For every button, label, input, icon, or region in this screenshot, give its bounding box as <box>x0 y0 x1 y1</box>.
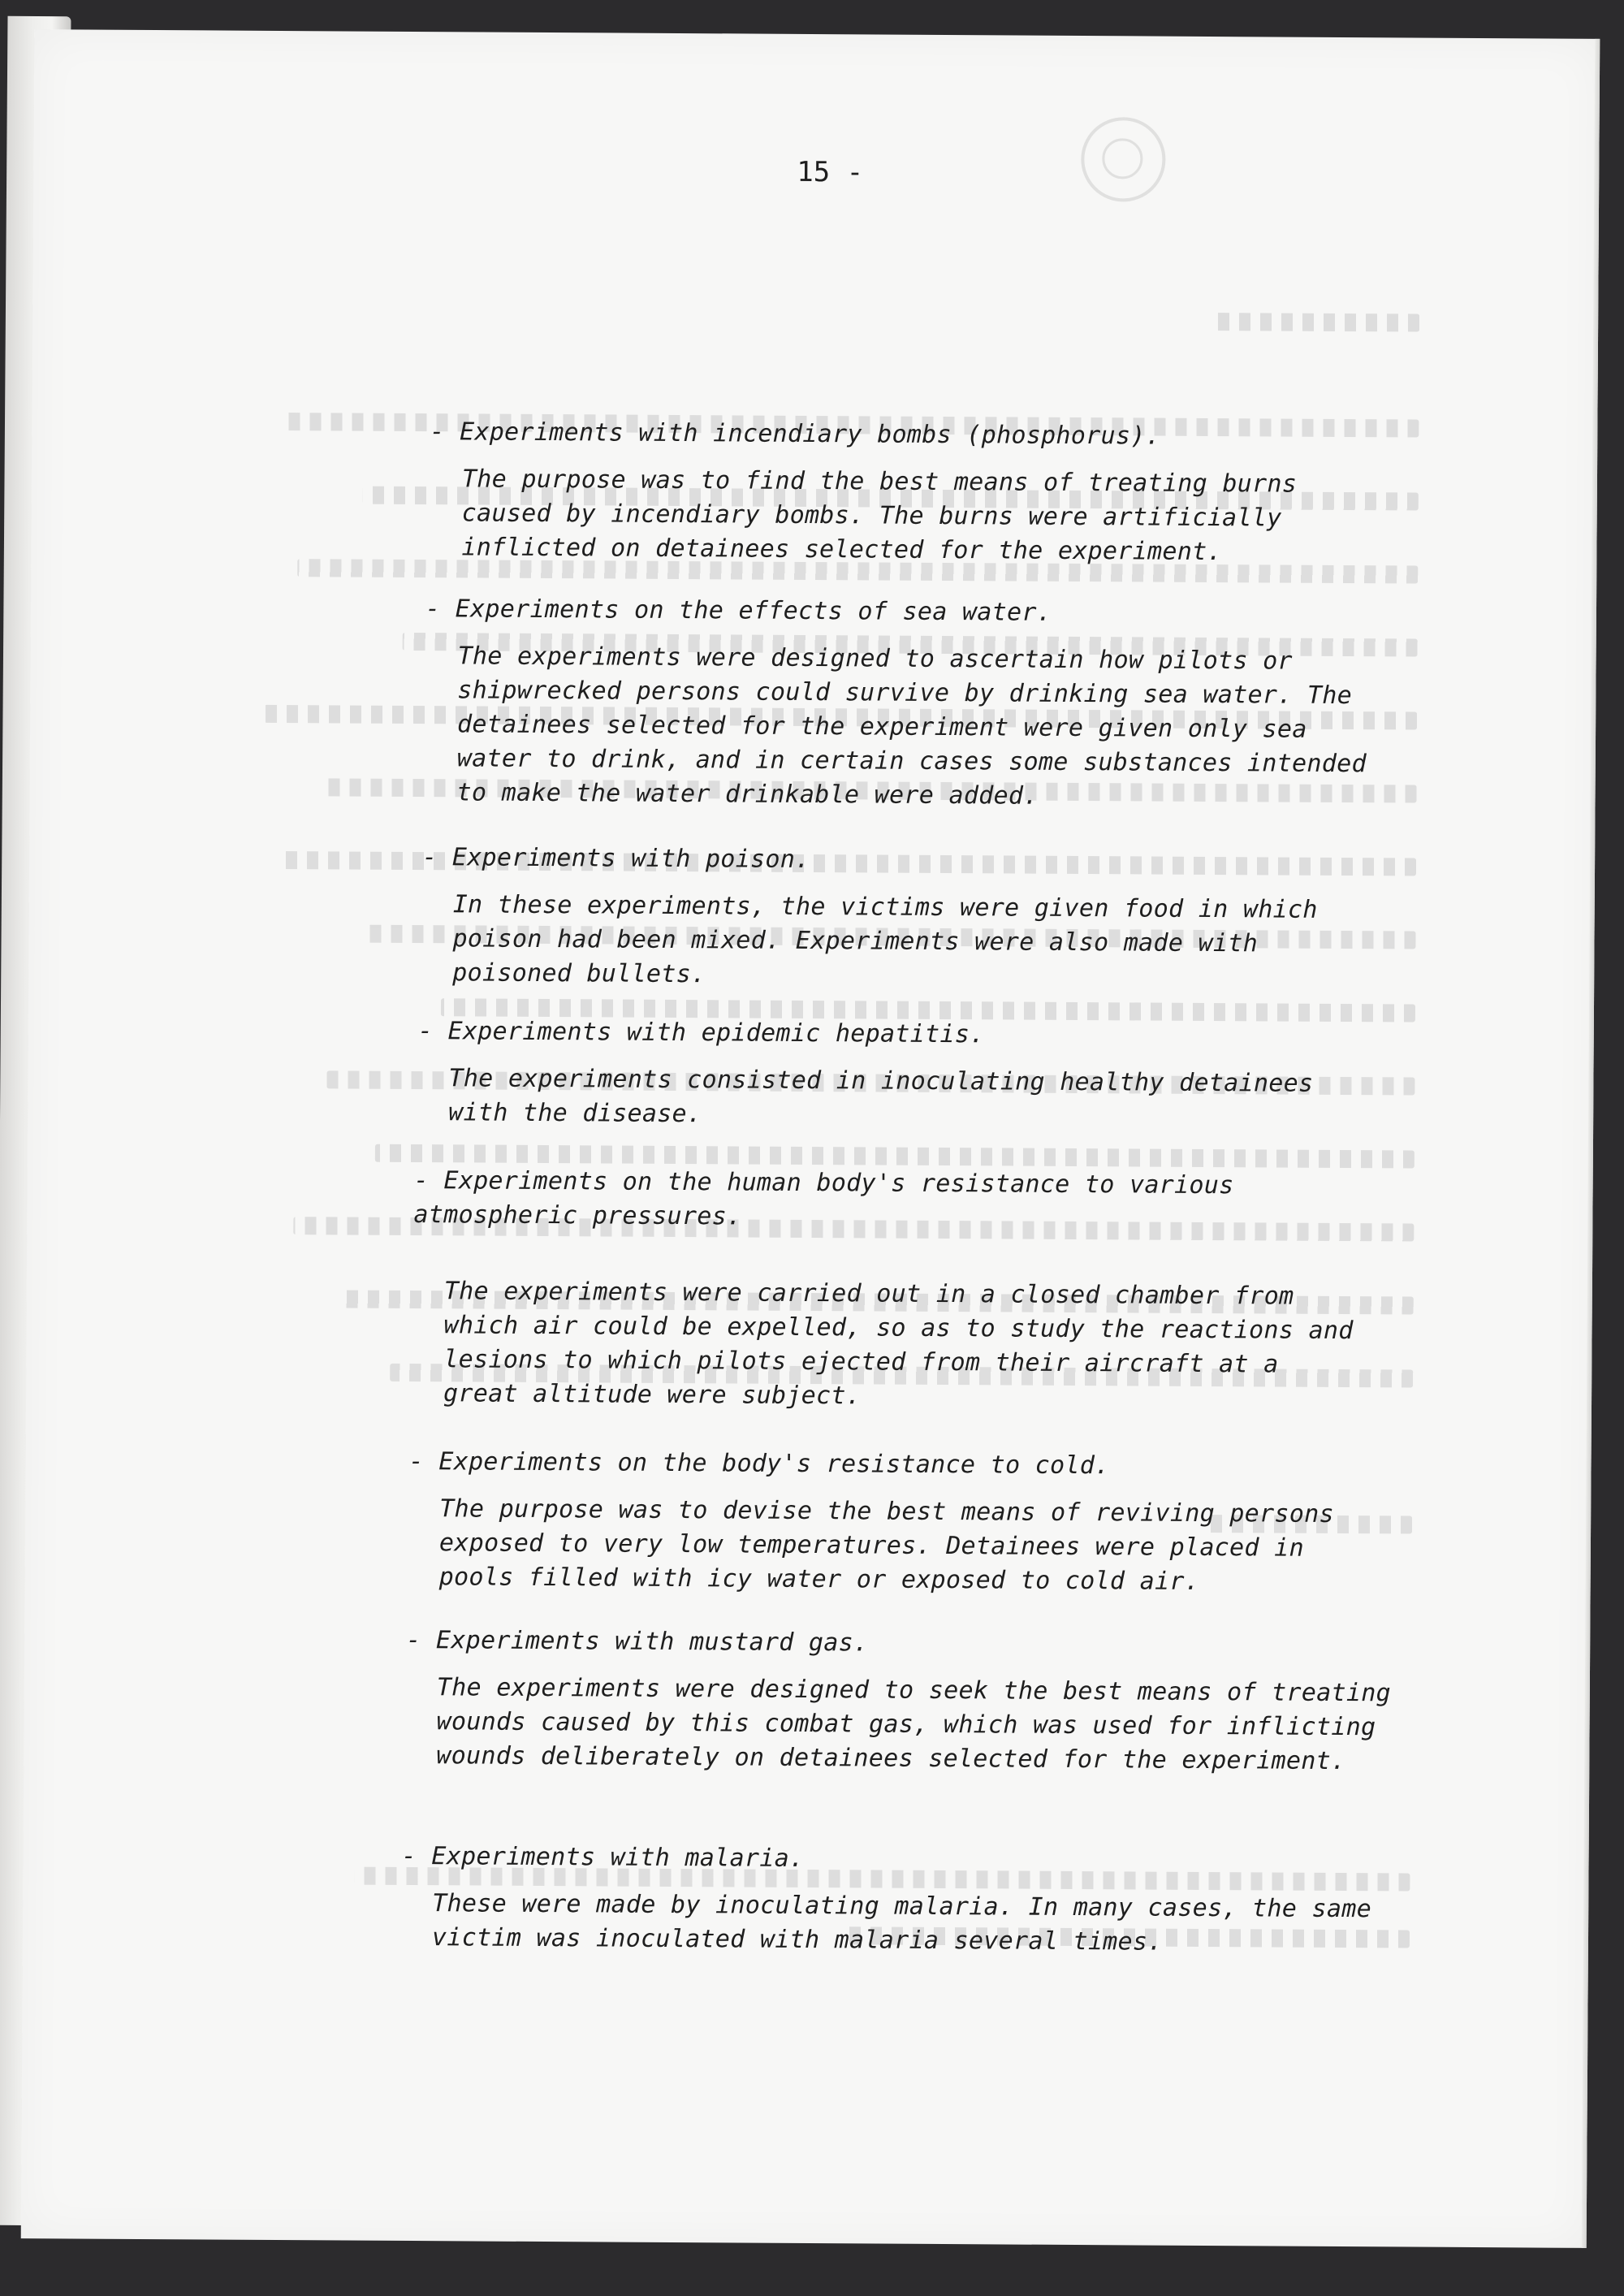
entry-body: These were made by inoculating malaria. In many cases, the same victim was inoculated with malaria several times. <box>431 1889 1372 1957</box>
page-edge <box>1582 39 1600 2248</box>
entry-body: The experiments were designed to ascertain how pilots or shipwrecked persons could survive by drinking sea water. The detainees selected for the experiment were given only sea water to drink, and in certain cases some substances intended to make the water drinkable were added. <box>456 642 1367 811</box>
entry-heading: - Experiments on the body's resistance to cold. <box>408 1446 1110 1481</box>
entry-heading: - Experiments on the human body's resistance to various atmospheric pressures. <box>413 1166 1234 1231</box>
entry-heading: - Experiments on the effects of sea water. <box>425 595 1052 627</box>
document-page <box>21 29 1600 2248</box>
entry-body: In these experiments, the victims were given food in which poison had been mixed. Experiments were also made with poisoned bullets. <box>452 890 1318 989</box>
entry-heading: - Experiments with epidemic hepatitis. <box>417 1017 985 1049</box>
entry-body: The experiments were designed to seek the best means of treating wounds caused by this combat gas, which was used for inflicting wounds deliberately on detainees selected for the experiment. <box>436 1673 1392 1776</box>
entry-body: The purpose was to find the best means of treating burns caused by incendiary bombs. The burns were artificially inflicted on detainees selected for the experiment. <box>461 465 1298 567</box>
entry-body: The purpose was to devise the best means of reviving persons exposed to very low temperatures. Detainees were placed in pools filled with icy water or exposed to cold air. <box>438 1494 1334 1596</box>
entry-body: The experiments consisted in inoculating healthy detainees with the disease. <box>448 1064 1314 1129</box>
entry-body: The experiments were carried out in a closed chamber from which air could be expelled, so as to study the reactions and lesions to which pilots ejected from their aircraft at a great altitude were subject. <box>443 1277 1354 1411</box>
faint-stamp-seal <box>1081 117 1166 202</box>
entry-heading: - Experiments with malaria. <box>401 1841 805 1873</box>
entry-heading: - Experiments with incendiary bombs (phosphorus). <box>430 417 1161 451</box>
entry-heading: - Experiments with poison. <box>422 843 810 874</box>
page-number: 15 - <box>797 155 864 189</box>
entry-heading: - Experiments with mustard gas. <box>406 1625 869 1658</box>
